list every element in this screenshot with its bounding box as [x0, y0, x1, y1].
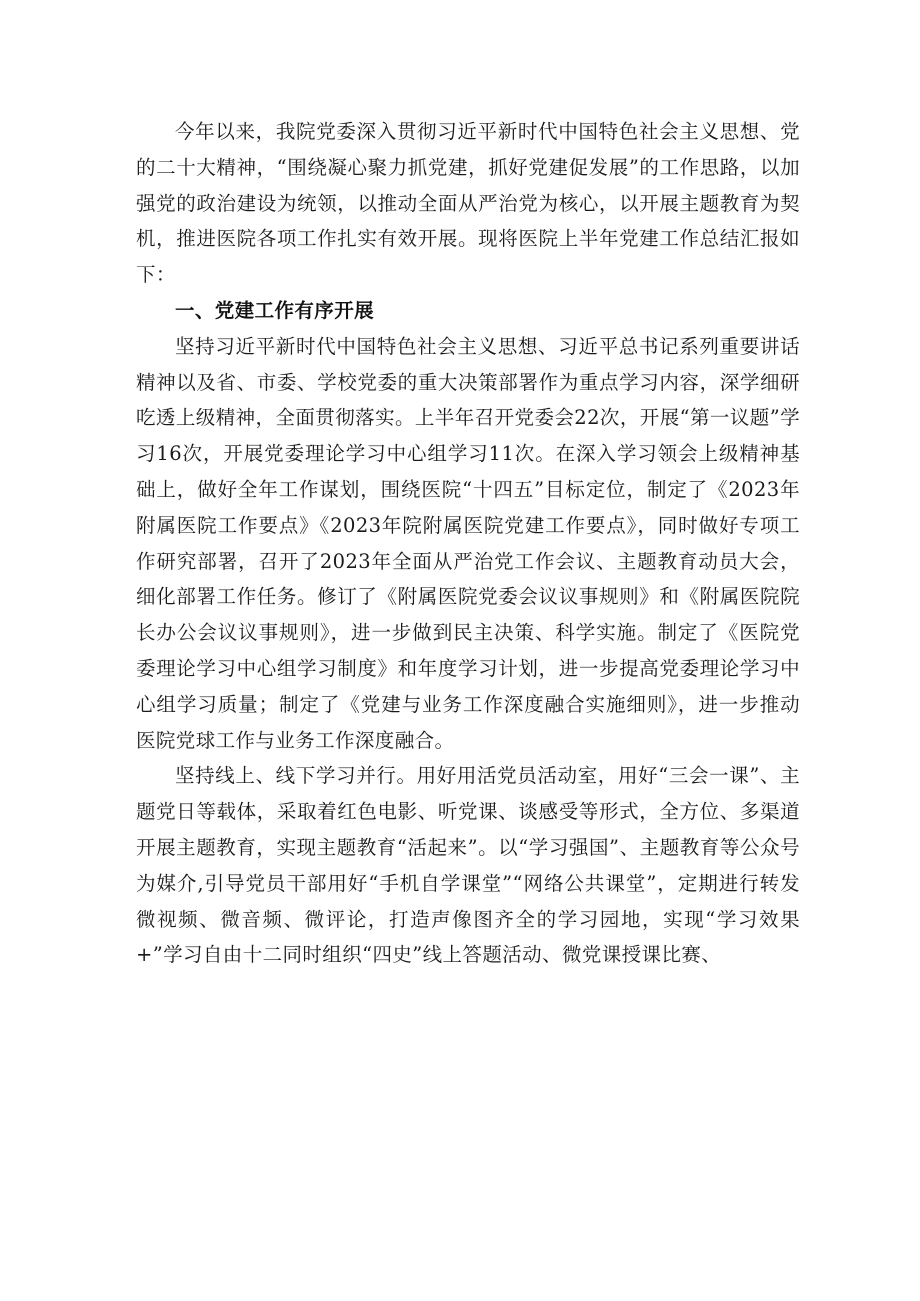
- document-body: [136, 114, 800, 973]
- section-paragraph-2: 坚持线上、线下学习并行。用好用活党员活动室，用好“三会一课”、主题党日等载体，采取着红色电影、听党课、谈感受等形式，全方位、多渠道开展主题教育，实现主题教育“活起来”。以“学习强国”、主题教育等公众号为媒介,引导党员干部用好“手机自学课堂”“网络公共课堂”，定期进行转发微视频、微音频、微评论，打造声像图齐全的学习园地，实现“学习效果+”学习自由十二同时组织“四史”线上答题活动、微党课授课比赛、: [136, 764, 800, 967]
- intro-paragraph: 今年以来，我院党委深入贯彻习近平新时代中国特色社会主义思想、党的二十大精神，“围绕凝心聚力抓党建，抓好党建促发展”的工作思路，以加强党的政治建设为统领，以推动全面从严治党为核心，以开展主题教育为契机，推进医院各项工作扎实有效开展。现将医院上半年党建工作总结汇报如下：: [136, 120, 800, 287]
- section-heading: 一、党建工作有序开展: [175, 298, 375, 322]
- section-paragraph-1: 坚持习近平新时代中国特色社会主义思想、习近平总书记系列重要讲话精神以及省、市委、学校党委的重大决策部署作为重点学习内容，深学细研吃透上级精神，全面贯彻落实。上半年召开党委会22次，开展“第一议题”学习16次，开展党委理论学习中心组学习11次。在深入学习领会上级精神基础上，做好全年工作谋划，围绕医院“十四五”目标定位，制定了《2023年附属医院工作要点》《2023年院附属医院党建工作要点》，同时做好专项工作研究部署，召开了2023年全面从严治党工作会议、主题教育动员大会，细化部署工作任务。修订了《附属医院党委会议议事规则》和《附属医院院长办公会议议事规则》，进一步做到民主决策、科学实施。制定了《医院党委理论学习中心组学习制度》和年度学习计划，进一步提高党委理论学习中心组学习质量；制定了《党建与业务工作深度融合实施细则》，进一步推动医院党球工作与业务工作深度融合。: [136, 334, 800, 752]
